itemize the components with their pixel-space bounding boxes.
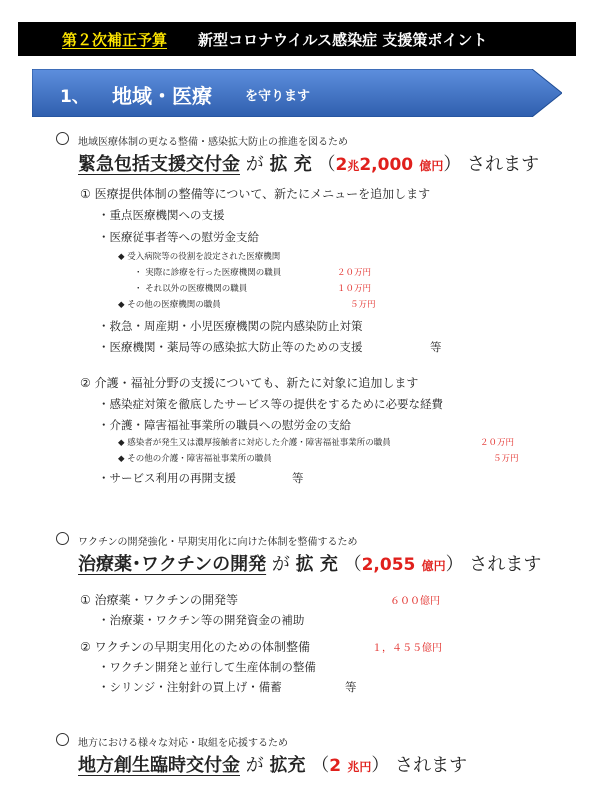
section1-open: （ xyxy=(317,154,336,175)
banner-title: 地域・医療 xyxy=(112,84,212,108)
section1-item2-bullet3: ・サービス利用の再開支援 xyxy=(98,471,236,485)
section2-item2-amount: １，４５５億円 xyxy=(372,643,442,654)
section1-item1-detail1: ◆ 受入病院等の役割を設定された医療機関 xyxy=(118,252,281,262)
section1-item1-title: ① 医療提供体制の整備等について、新たにメニューを追加します xyxy=(80,187,431,201)
section1-ga: が xyxy=(245,154,264,175)
section2-item2-bullet2: ・シリンジ・注射針の買上げ・備蓄 xyxy=(98,680,282,694)
section3-amount: 2 兆円 xyxy=(329,756,372,776)
section2-item2-bullet2-etc: 等 xyxy=(345,680,357,694)
section2-close: ） xyxy=(445,554,464,575)
section3-suffix: されます xyxy=(395,755,468,776)
section1-item1-bullet3: ・救急・周産期・小児医療機関の院内感染防止対策 xyxy=(98,319,363,333)
banner-suffix: を守ります xyxy=(245,89,311,104)
section1-amount: 2兆2,000 億円 xyxy=(335,155,444,175)
section2-suffix: されます xyxy=(469,554,542,575)
section1-item1-detail2-amount: ２０万円 xyxy=(337,268,372,278)
section2-item1-amount: ６００億円 xyxy=(390,596,440,607)
bullet-circle-icon xyxy=(56,733,69,746)
section3-headline xyxy=(78,751,467,777)
section1-item2-detail1-amount: ２０万円 xyxy=(480,438,515,448)
section1-close: ） xyxy=(443,154,462,175)
section2-name: 治療薬･ワクチンの開発 xyxy=(78,554,267,575)
section1-item1-bullet1: ・重点医療機関への支援 xyxy=(98,208,225,222)
section3-close: ） xyxy=(371,755,390,776)
section1-intro: 地域医療体制の更なる整備・感染拡大防止の推進を図るため xyxy=(78,137,348,148)
section1-item2-bullet2: ・介護・障害福祉事業所の職員への慰労金の支給 xyxy=(98,418,351,432)
section1-name: 緊急包括支援交付金 xyxy=(78,154,240,175)
section1-item2-title: ② 介護・福祉分野の支援についても、新たに対象に追加します xyxy=(80,376,419,390)
section2-item2-title: ② ワクチンの早期実用化のための体制整備 xyxy=(80,640,310,654)
section2-item2-bullet1: ・ワクチン開発と並行して生産体制の整備 xyxy=(98,660,316,674)
section1-item1-detail3-amount: １０万円 xyxy=(337,284,372,294)
header-title: 新型コロナウイルス感染症 支援策ポイント xyxy=(198,31,488,49)
section1-item1-bullet4-etc: 等 xyxy=(430,340,442,354)
section1-suffix: されます xyxy=(467,154,540,175)
section2-verb: 拡 充 xyxy=(295,554,338,575)
section1-verb: 拡 充 xyxy=(269,154,312,175)
section3-open: （ xyxy=(311,755,330,776)
section1-headline xyxy=(78,150,539,176)
section3-intro: 地方における様々な対応・取組を応援するため xyxy=(78,738,288,749)
bullet-circle-icon xyxy=(56,532,69,545)
section1-item2-detail1: ◆ 感染者が発生又は濃厚接触者に対応した介護・障害福祉事業所の職員 xyxy=(118,438,391,448)
section1-item2-bullet3-etc: 等 xyxy=(292,471,304,485)
section2-item1-title: ① 治療薬・ワクチンの開発等 xyxy=(80,593,238,607)
section3-ga: が xyxy=(245,755,264,776)
banner-number: 1、 xyxy=(60,87,89,107)
section1-item1-detail2: ・ 実際に診療を行った医療機関の職員 xyxy=(134,268,282,278)
section1-item2-detail2-amount: ５万円 xyxy=(493,454,519,464)
section1-item1-bullet2: ・医療従事者等への慰労金支給 xyxy=(98,230,259,244)
section1-item1-detail3: ・ それ以外の医療機関の職員 xyxy=(134,284,248,294)
header-budget-tag: 第２次補正予算 xyxy=(62,31,168,49)
section1-item1-bullet4: ・医療機関・薬局等の感染拡大防止等のための支援 xyxy=(98,340,363,354)
section2-item1-bullet1: ・治療薬・ワクチン等の開発資金の補助 xyxy=(98,613,305,627)
section2-ga: が xyxy=(271,554,290,575)
section2-amount: 2,055 億円 xyxy=(361,555,446,575)
section2-intro: ワクチンの開発強化・早期実用化に向けた体制を整備するため xyxy=(78,537,358,548)
section1-item1-detail4: ◆ その他の医療機関の職員 xyxy=(118,300,221,310)
section2-headline xyxy=(78,550,541,576)
section3-name: 地方創生臨時交付金 xyxy=(78,755,240,776)
section3-verb: 拡充 xyxy=(269,755,306,776)
section1-item2-bullet1: ・感染症対策を徹底したサービス等の提供をするために必要な経費 xyxy=(98,397,443,411)
section1-item2-detail2: ◆ その他の介護・障害福祉事業所の職員 xyxy=(118,454,272,464)
section1-item1-detail4-amount: ５万円 xyxy=(350,300,376,310)
section2-open: （ xyxy=(343,554,362,575)
bullet-circle-icon xyxy=(56,132,69,145)
